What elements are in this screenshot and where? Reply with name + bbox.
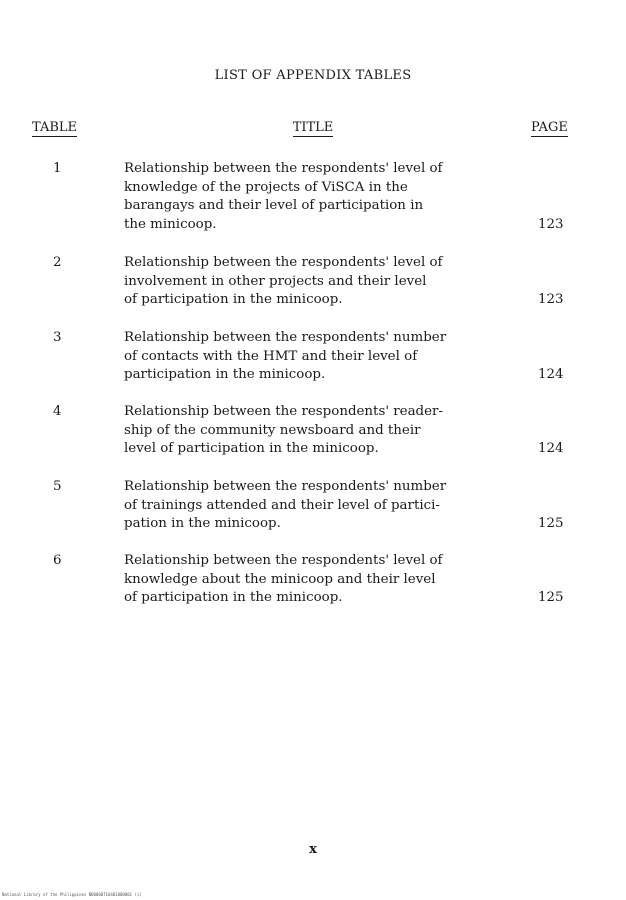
column-header-page: PAGE [531,120,568,135]
page-reference: 125 [538,516,564,532]
column-header-table: TABLE [32,120,78,135]
table-title [124,254,524,310]
table-title-line: Relationship between the respondents' level of [124,161,443,176]
table-number: 3 [53,330,62,345]
table-title-line: knowledge of the projects of ViSCA in the [124,179,408,195]
table-title-line: Relationship between the respondents' reader- [124,404,443,419]
page-number: x [309,842,317,857]
table-number: 2 [53,255,62,270]
table-title-line: ship of the community newsboard and their [124,422,421,438]
table-title-line: knowledge about the minicoop and their level [124,571,436,587]
table-title-line: pation in the minicoop. [124,516,281,532]
table-title-line: the minicoop. [124,217,217,233]
footer-watermark: National Library of the Philippines ND0000716401000001 (i) [2,892,142,897]
page-reference: 123 [538,217,564,233]
table-title [124,329,524,385]
table-number: 1 [53,161,62,176]
table-title [124,403,524,459]
table-number: 5 [53,479,62,494]
table-title-line: Relationship between the respondents' number [124,330,447,345]
page-title: LIST OF APPENDIX TABLES [214,68,412,83]
table-title [124,552,524,608]
table-title-line: of participation in the minicoop. [124,292,343,308]
table-title-line: Relationship between the respondents' number [124,479,447,494]
table-title-line: of contacts with the HMT and their level of [124,348,418,364]
table-title-line: of participation in the minicoop. [124,590,343,606]
table-title [124,160,524,235]
table-title-line: level of participation in the minicoop. [124,441,379,457]
table-number: 4 [53,404,62,419]
table-number: 6 [53,553,62,568]
column-header-title: TITLE [292,120,334,135]
table-title [124,478,524,534]
page-reference: 124 [538,367,564,383]
table-title-line: of trainings attended and their level of partici- [124,497,440,513]
page-reference: 124 [538,441,564,457]
table-title-line: participation in the minicoop. [124,367,326,383]
table-title-line: involvement in other projects and their level [124,273,427,289]
page-reference: 125 [538,590,564,606]
page-reference: 123 [538,292,564,308]
table-title-line: Relationship between the respondents' level of [124,553,443,568]
table-title-line: Relationship between the respondents' level of [124,255,443,270]
table-title-line: barangays and their level of participation in [124,198,424,214]
